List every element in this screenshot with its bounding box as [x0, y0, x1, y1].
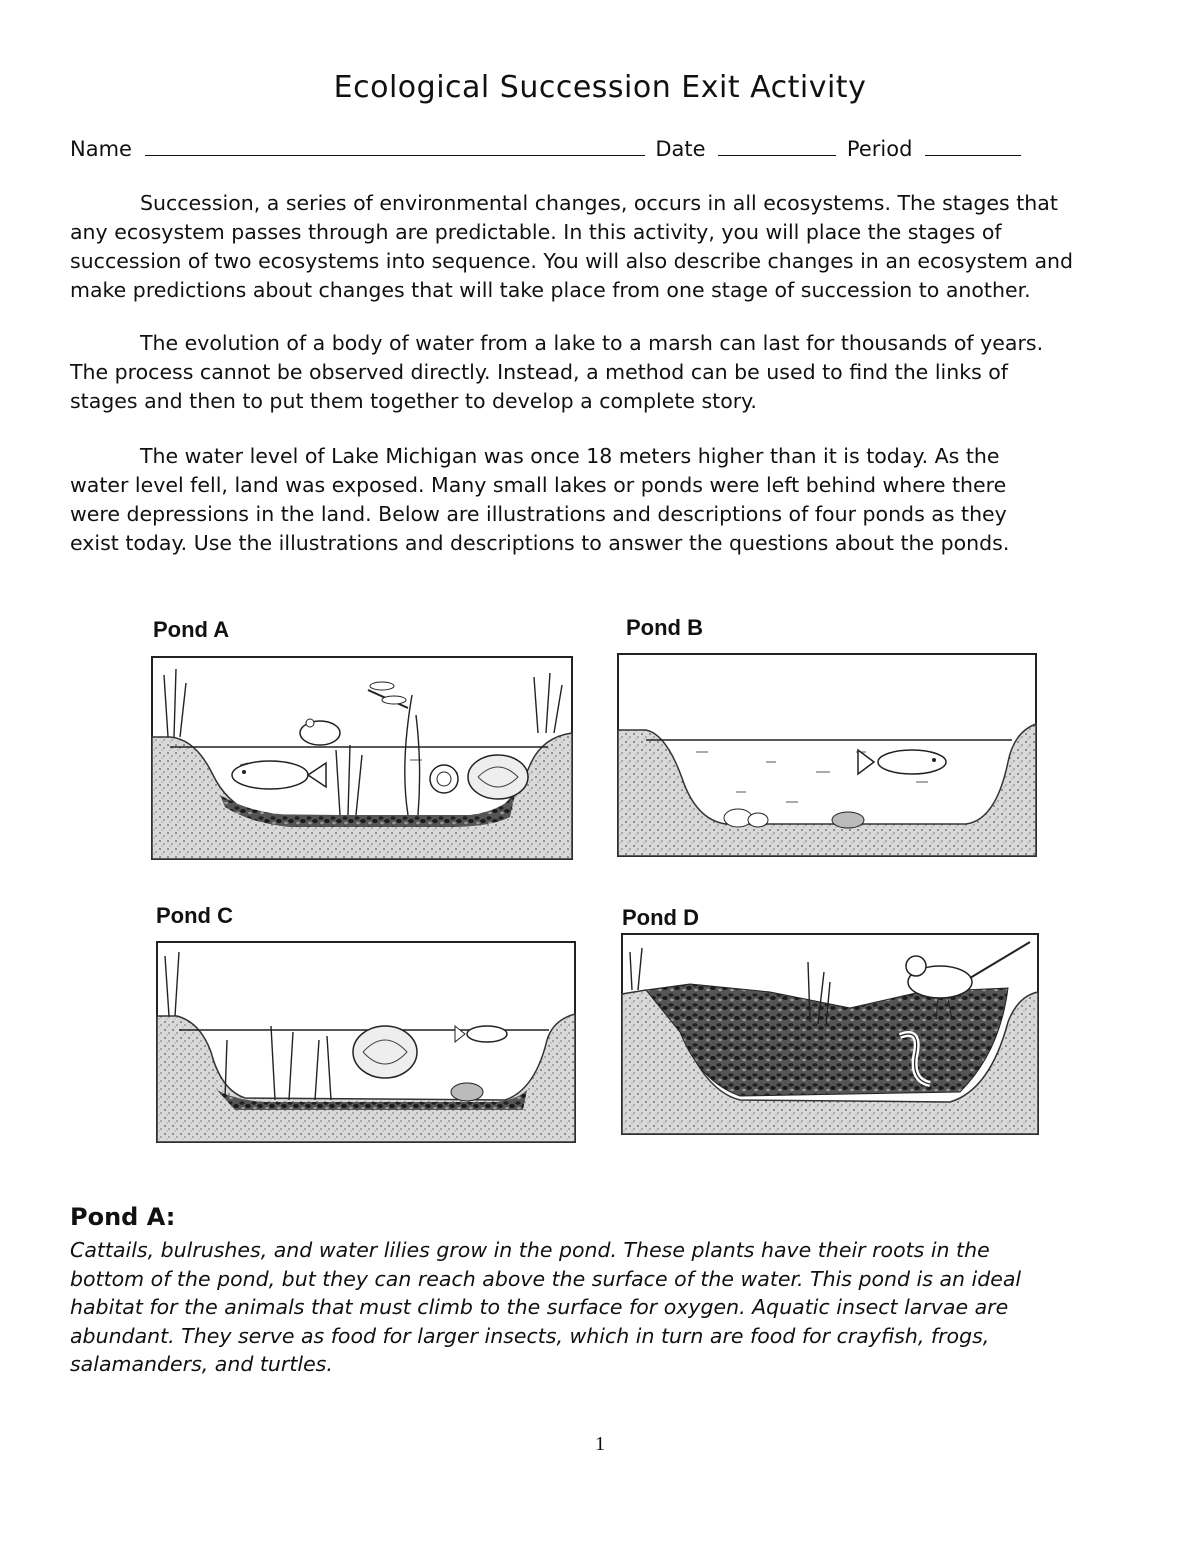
description-line: habitat for the animals that must climb to the surface for oxygen. Aquatic insect larvae are: [70, 1295, 1009, 1319]
paragraph-line: exist today. Use the illustrations and descriptions to answer the questions about the ponds.: [70, 531, 1010, 555]
name-label: Name: [70, 137, 132, 161]
pond-b-label: Pond B: [626, 615, 703, 640]
pond-c-label: Pond C: [156, 903, 233, 928]
turtle-icon: [468, 755, 528, 799]
description-line: Cattails, bulrushes, and water lilies grow in the pond. These plants have their roots in the: [70, 1238, 990, 1262]
date-label: Date: [655, 137, 706, 161]
paragraph-line: succession of two ecosystems into sequence. You will also describe changes in an ecosystem and: [70, 249, 1074, 273]
paragraph-line: The evolution of a body of water from a lake to a marsh can last for thousands of years.: [140, 331, 1044, 355]
name-field[interactable]: [145, 135, 645, 156]
paragraph-line: stages and then to put them together to develop a complete story.: [70, 389, 757, 413]
pond-b-illustration: [616, 652, 1038, 858]
pond-c-illustration: [155, 940, 577, 1144]
date-field[interactable]: [718, 135, 836, 156]
snail-icon: [430, 765, 458, 793]
period-field[interactable]: [925, 135, 1021, 156]
student-info-line: [70, 135, 1021, 161]
intro-paragraph-3: [70, 442, 1130, 558]
description-line: abundant. They serve as food for larger insects, which in turn are food for crayfish, frogs,: [70, 1323, 990, 1348]
description-line: bottom of the pond, but they can reach above the surface of the water. This pond is an ideal: [70, 1266, 1022, 1291]
paragraph-line: The process cannot be observed directly. Instead, a method can be used to find the links of: [70, 360, 1009, 384]
paragraph-line: Succession, a series of environmental changes, occurs in all ecosystems. The stages that: [140, 191, 1058, 215]
paragraph-line: make predictions about changes that will take place from one stage of succession to another.: [70, 278, 1031, 302]
paragraph-line: water level fell, land was exposed. Many small lakes or ponds were left behind where there: [70, 473, 1007, 497]
pond-d-illustration: [620, 932, 1040, 1136]
rock-icon: [451, 1083, 483, 1101]
period-label: Period: [846, 137, 913, 161]
paragraph-line: any ecosystem passes through are predictable. In this activity, you will place the stages of: [70, 220, 1002, 244]
turtle-icon: [353, 1026, 417, 1078]
paragraph-line: were depressions in the land. Below are illustrations and descriptions of four ponds as they: [70, 502, 1007, 526]
pond-a-description: [70, 1236, 1140, 1379]
page-number: 1: [595, 1433, 605, 1455]
intro-paragraph-1: [70, 189, 1130, 305]
pond-a-heading: Pond A:: [70, 1203, 176, 1231]
pond-d-label: Pond D: [622, 905, 699, 930]
intro-paragraph-2: [70, 329, 1130, 416]
paragraph-line: The water level of Lake Michigan was once 18 meters higher than it is today. As the: [140, 444, 1000, 468]
description-line: salamanders, and turtles.: [70, 1352, 333, 1376]
pond-a-label: Pond A: [153, 617, 230, 642]
page-title: Ecological Succession Exit Activity: [333, 70, 867, 105]
pond-a-illustration: [150, 655, 574, 861]
